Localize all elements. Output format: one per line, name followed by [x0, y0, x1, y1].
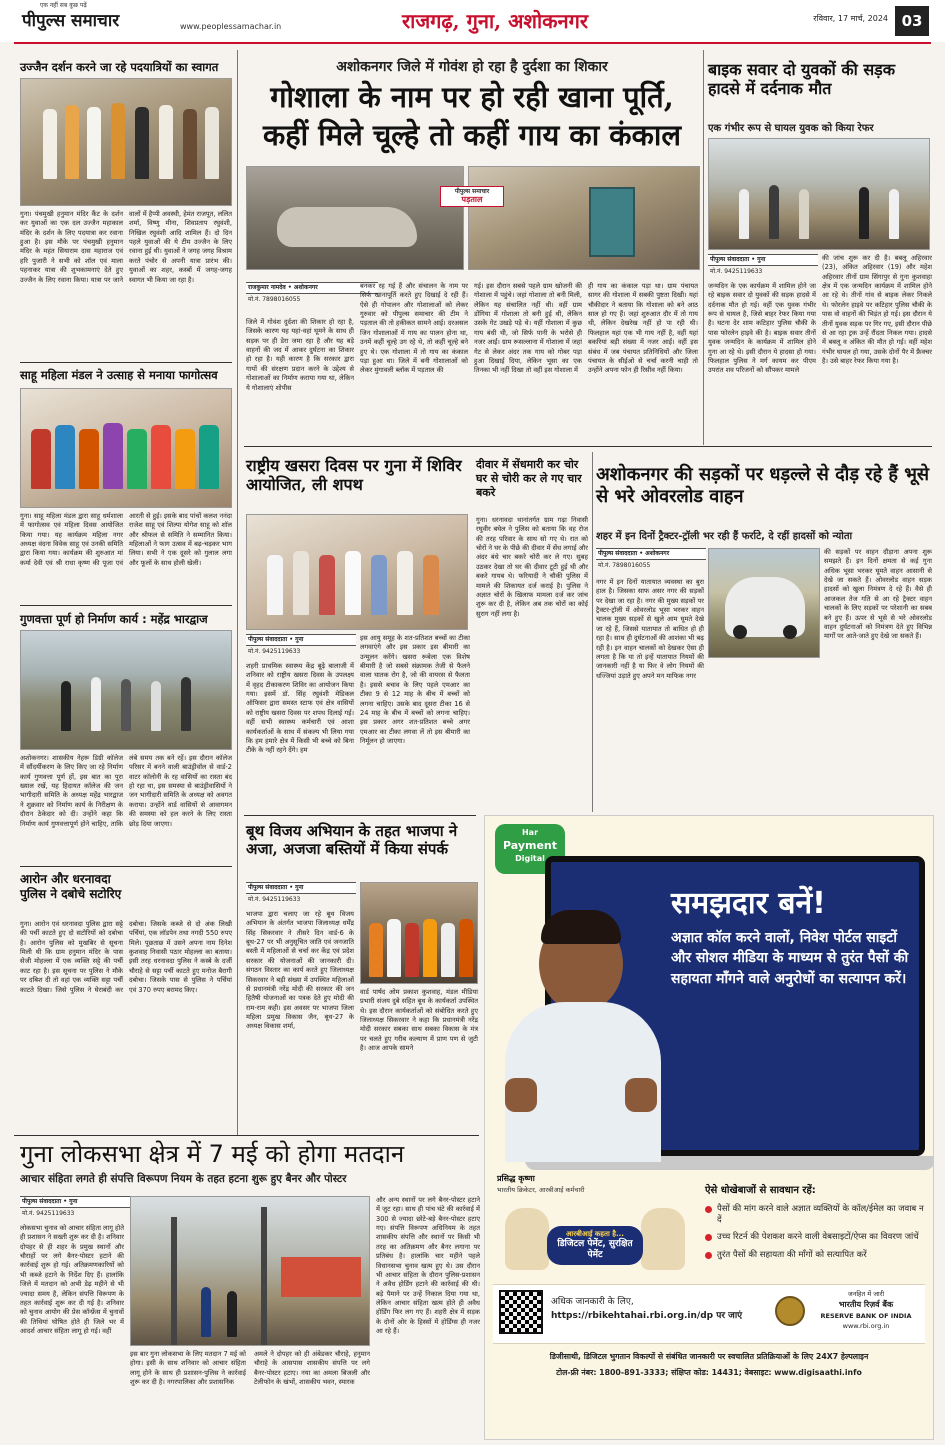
booth-col-2: वार्ड पार्षद ओम प्रकाश कुशवाह, मंडल मीडिया प्रभारी संजय दुबे सहित बूथ के कार्यकर्ता उपस्थित थे। इस दौरान कार्यकर्ताओं को संबोधित करते हुए जिलाध्यक्ष सिकरवार ने कहा कि प्रधानमंत्री नरेंद्र मोदी सरकार सबका साथ सबका विकास के मंत्र पर चलते हुए गरीब कल्याण में प्राण पण से जुटी है। आज आपके सामने	[360, 988, 478, 1053]
digisaathi-line-1: डिजीसाथी, डिजिटल भुगतान विकल्पों से संबंधित जानकारी पर स्वचालित प्रतिक्रियाओं के लिए 24X7 हेल्पलाइन	[549, 1352, 869, 1361]
masthead-logo: पीपुल्स समाचार	[22, 11, 120, 31]
gaushala-kicker: अशोकनगर जिले में गोवंश हो रहा है दुर्दशा का शिकार	[336, 59, 608, 75]
masthead-tagline: एक नहीं सब कुछ पढ़ें	[40, 2, 87, 9]
election-deck: आचार संहिता लगते ही संपत्ति विरूपण नियम के तहत हटना शुरू हुए बैनर और पोस्टर	[20, 1173, 347, 1185]
overload-col-3	[708, 662, 932, 680]
rbi-tagline	[547, 1226, 643, 1265]
satta-heading: आरोन और धरनावदा पुलिस ने दबोचे सटोरिए	[20, 872, 122, 901]
badge-line-1: Har	[521, 828, 539, 837]
ad-body: अज्ञात कॉल करने वालों, निवेश पोर्टल साइटों और सोशल मीडिया के माध्यम से तुरंत पैसों की सहायता माँगने वाले अनुरोधों का सत्यापन करें।	[671, 930, 909, 987]
qr-code[interactable]	[499, 1290, 543, 1334]
badge-line-2: Payment	[502, 838, 558, 852]
column-divider	[237, 50, 238, 1135]
accident-photo	[708, 138, 930, 250]
rbi-advertisement[interactable]	[484, 815, 934, 1440]
gaushala-headline-1: गोशाला के नाम पर हो रही खाना पूर्ति,	[270, 80, 674, 114]
booth-byline: पीपुल्स संवाददाता • गुना	[246, 882, 356, 894]
chori-headline: दीवार में सेंधमारी कर चोर घर से चोरी कर ले गए चार बकरे	[476, 458, 582, 499]
story-divider	[20, 605, 232, 606]
accident-deck: एक गंभीर रूप से घायल युवक को किया रेफर	[708, 123, 874, 134]
gaushala-photo-1	[246, 166, 464, 270]
booth-col-1: भाजपा द्वारा चलाए जा रहे बूथ विजय अभियान के अंतर्गत भाजपा जिलाध्यक्ष धर्मेंद्र सिंह सिकरवार ने तीसरे दिन वार्ड-6 के बूथ-27 पर भी अनुसूचित जाति एवं जनजाति बस्ती में महिलाओं से चर्चा कर केंद्र एवं प्रदेश सरकार की योजनाओं की जानकारी दी। संगठन विस्तार का कार्य करते हुए जिलाध्यक्ष सिकरवार ने बड़ी संख्या में उपस्थित महिलाओं से प्रधानमंत्री नरेंद्र मोदी की सरकार की जन हितैषी योजनाओं का पत्रक देते हुए मोदी की राम-राम कही। इस अवसर पर भाजपा जिला महिला प्रमुख विकास जैन, बूथ-27 के अध्यक्ष विकास शर्मा,	[246, 910, 354, 1031]
column-divider	[592, 452, 593, 812]
more-info-url[interactable]: https://rbikehtahai.rbi.org.in/dp पर जाएं	[551, 1311, 743, 1321]
nirman-heading: गुणवत्ता पूर्ण हो निर्माण कार्य : महेंद्र भारद्वाज	[20, 612, 208, 626]
section-region-title: राजगढ़, गुना, अशोकनगर	[401, 9, 589, 33]
khasra-col-1: शहरी प्राथमिक स्वास्थ्य केंद्र बूढ़े बालाजी में शनिवार को राष्ट्रीय खसरा दिवस के उपलक्ष्य में वृहद टीकाकरण शिविर का आयोजन किया गया। इसमें डॉ. सिंह रघुवंशी मेडिकल ऑफिसर द्वारा समस्त स्टाफ एवं क्षेत्र वासियों को राष्ट्रीय खसरा दिवस पर शपथ दिलाई गई। वहीं सभी स्वास्थ्य कर्मचारी एवं आशा कार्यकर्ताओं के साथ में संकल्प भी लिया गया कि हम हमारे क्षेत्र में किसी भी बच्चे को बिना टीके के नहीं रहने देंगे। हम	[246, 662, 354, 755]
booth-mobile: मो.नं. 9425119633	[248, 896, 301, 903]
ad-person-hair	[541, 910, 621, 944]
money-bag-right	[641, 1208, 685, 1270]
masthead-rule	[14, 42, 931, 44]
accident-col-1: जन्मदिन के एक कार्यक्रम में शामिल होने जा रहे बाइक सवार दो युवकों की सड़क हादसे में दर्दनाक मौत हो गई। वहीं एक युवक गंभीर रूप से घायल है, जिसे बाहर रेफर किया गया है। घटना देर शाम कटिहार पुलिस चौकी के पास फोरलेन हाइवे की है। बाइक सवार तीनों युवक जन्मदिन के कार्यक्रम में शामिल होने गुना आ रहे थे। इसी दौरान ये हादसा हो गया। फिलहाल पुलिस ने मर्ग कायम कर पीएम उपरांत शव परिजनों को सौंपकर मामले	[708, 282, 816, 375]
page-number: 03	[895, 6, 929, 36]
overload-photo	[708, 548, 820, 658]
ujjain-photo	[20, 78, 232, 206]
tip-item: उच्च रिटर्न की पेशकश करने वाली वेबसाइटों/ऐप्स का विवरण जांचें	[705, 1232, 925, 1243]
accident-headline: बाइक सवार दो युवकों की सड़क हादसे में दर्दनाक मौत	[708, 60, 896, 99]
election-col-2: इस बार गुना लोकसभा के लिए मतदान 7 मई को होगा। इसी के साथ शनिवार को आचार संहिता लागू होने के साथ ही प्रशासन-पुलिस ने कार्रवाई शुरू कर दी है। नगरपालिका और प्रशासनिक	[130, 1350, 246, 1387]
investigation-stamp	[440, 186, 504, 207]
chori-body: गुना। धरनावदा थानांतर्गत ग्राम गढ़ा निवासी रघुवीर बघेल ने पुलिस को बताया कि वह रोज की तरह परिवार के साथ सो गए थे। रात को चोरों ने घर के पीछे की दीवार में सेंध लगाई और अंदर बंधे चार बकरे चोरी कर ले गए। सुबह उठकर देखा तो घर की दीवार टूटी हुई थी और बकरे गायब थे। फरियादी ने चौकी पुलिस में मामले की शिकायत दर्ज कराई है। पुलिस ने अज्ञात चोरों के खिलाफ मामला दर्ज कर जांच शुरू कर दी है, लेकिन अब तक चोरों का कोई सुराग नहीं लगा है।	[476, 516, 588, 618]
ad-title: समझदार बनें!	[671, 886, 826, 921]
gaushala-col-1: जिले में गोवंश दुर्दशा की शिकार हो रहा है, जिसके कारण यह यहां-वहां घूमने के साथ ही सड़क पर ही डेरा जमा रहा है और यह बड़े वाहनों की जद में आकर दुर्घटना का शिकार हो रहा है। यही कारण है कि सरकार द्वारा गायों की संरक्षण प्रदान करने के उद्देश्य से गोशालाओं का निर्माण कराया गया था, लेकिन ये गोशालाएं शोपीस	[246, 318, 354, 392]
overload-col-1: नगर में इन दिनों यातायात व्यवस्था का बुरा हाल है। जिसका साफ असर नगर की सड़कों पर देखा जा रहा है। नगर की मुख्य सड़कों पर ट्रैक्टर-ट्रॉली में ओवरलोड भूसा भरकर वाहन चालक मुख्य सड़कों से खुले आम घूमते देखे जा रहे हैं, जिससे यातायात तो बाधित हो ही रहा है। साथ ही दुर्घटनाओं की आशंका भी बढ़ रही है। इन वाहन चालकों को देखकर ऐसा ही लगता है कि या तो इन्हें यातायात नियमों की जानकारी नहीं है या फिर वे लोग नियमों की धज्जियां उड़ाते हुए अपने मन माफिक नगर	[596, 578, 704, 680]
issue-date: रविवार, 17 मार्च, 2024	[813, 14, 888, 23]
mahila-heading: साहू महिला मंडल ने उत्साह से मनाया फागोत्सव	[20, 368, 218, 382]
ad-person-role: भारतीय क्रिकेटर, आरबीआई कर्मचारी	[497, 1186, 585, 1194]
gaushala-headline-2: कहीं मिले चूल्हे तो कहीं गाय का कंकाल	[262, 118, 682, 152]
election-col-3: अमले ने दोपहर को ही अंबेडकर चौराहे, हनुमान चौराहे के आसपास शासकीय संपत्ति पर लगे बैनर-पोस्टर हटाए। नया का अमला बिजली और टेलीफोन के खंभों, शासकीय भवन, स्मारक	[254, 1350, 370, 1387]
satta-body: गुना। आरोन एवं धरनावदा पुलिस द्वारा सट्टे की पर्ची काटते हुए दो सटोरियों को दबोचा है। आरोन पुलिस को मुखबिर से सूचना मिली थी कि ग्राम हनुमान मंदिर के पास सेजी मोहल्ला में एक व्यक्ति सट्टे की पर्ची काट रहा है। इस सूचना पर पुलिस ने मौके पर दबिश दी तो वहां एक व्यक्ति सट्टा पर्ची काटते दिखा। जिसे पुलिस ने घेराबंदी कर दबोचा। जिसके कब्जे से दो अंक लिखी पर्चियां, एक लॉडपेन तथा नगदी 550 रुपए मिले। पूछताछ में उसने अपना नाम दिनेश कुशवाह निवासी पठार मोहल्ला का बताया। इसी तरह धरनावदा पुलिस ने कस्बे के दर्जी चौराहे से सट्टा पर्ची काटते हुए मनोज बैरागी दबोचा। जिसके पास से पुलिस ने पर्चियां एवं 370 रुपए बरामद किए।	[20, 920, 232, 994]
story-divider	[20, 866, 232, 867]
tagline-line-2: डिजिटल पेमेंट, सुरक्षित पेमेंट	[557, 1238, 633, 1260]
money-bag-left	[505, 1208, 549, 1270]
booth-headline: बूथ विजय अभियान के तहत भाजपा ने अजा, अजजा बस्तियों में किया संपर्क	[246, 822, 458, 858]
election-col-1: लोकसभा चुनाव को आचार संहिता लागू होते ही प्रशासन ने सख्ती शुरू कर दी है। शनिवार दोपहर से ही शहर के प्रमुख स्थानों और चौराहों पर लगे बैनर-पोस्टर हटाने की कार्रवाई शुरू हो गई। अतिक्रमणकारियों को भी कब्जे हटाने के निर्देश दिए हैं। हालांकि जिले में मतदान को अभी डेढ़ महीने से भी ज्यादा समय है, लेकिन संपत्ति विरूपण के तहत कार्रवाई शुरू कर दी गई है। शनिवार को चुनाव आयोग की प्रेस कॉन्फ्रेंस में चुनावों की तिथियां घोषित होते ही जिले भर में आदर्श आचार संहिता लागू हो गई। वहीं	[20, 1224, 124, 1335]
badge-line-3: Digital	[515, 853, 545, 863]
overload-byline: पीपुल्स संवाददाता • अशोकनगर	[596, 548, 706, 560]
mahila-photo	[20, 388, 232, 508]
rbi-logo	[775, 1296, 805, 1326]
khasra-headline: राष्ट्रीय खसरा दिवस पर गुना में शिविर आयोजित, ली शपथ	[246, 456, 462, 495]
booth-photo	[360, 882, 478, 984]
overload-headline: अशोकनगर की सड़कों पर धड़ल्ले से दौड़ रहे हैं भूसे से भरे ओवरलोड वाहन	[596, 464, 930, 507]
rbi-name-english: RESERVE BANK OF INDIA	[820, 1312, 912, 1320]
ujjain-body: गुना। पंचमुखी हनुमान मंदिर कैंट के दर्शन कर युवाओं का एक दल उज्जैन महाकाल मंदिर के दर्शन के लिए पदयात्रा कर रवाना हुआ है। इस मौके पर पंचमुखी हनुमान मंदिर के महंत सियाराम दास महाराज एवं हरि पुजारी ने सभी को शॉल एवं माला पहनाकर यात्रा की शुभकामनाएं देते हुए उज्जैन के लिए रवाना किया। यात्रा पर जाने वालों में हैप्पी अवस्थी, हेमंत राजपूत, ललित शर्मा, विष्णु मीना, शिवप्रताप रघुवंशी, निखिल रघुवंशी आदि शामिल हैं। दो दिन पहले युवाओं की ये टीम उज्जैन के लिए रवाना हुई थी। युवाओं ने जगह जगह विश्राम करते पंचोर से अपनी यात्रा प्रारंभ की। युवाओं का शहर, कस्बों में जगह-जगह स्वागत भी किया जा रहा है।	[20, 210, 232, 284]
story-divider	[20, 362, 232, 363]
overload-col-2: की सड़कों पर वाहन दौड़ाना अपना शुरू समझते हैं। इन दिनों क्षमता से कई गुना अधिक भूसा भरकर घूमते वाहन आसानी से देखे जा सकते हैं। ओवरलोड वाहन सड़क हादसों को खुला निमंत्रण दे रहे हैं। वैसे ही आजकल तेज गति से आ रहे ट्रैक्टर वाहन चालकों के लिए सड़कों पर परेशानी का सबब बने हुए हैं। ऊपर से भूसे से भरे ओवरलोड वाहन दुर्घटनाओं को निमंत्रण देते हुए विभिन्न मार्गों पर आते-जाते हुए देखे जा सकते हैं।	[824, 548, 932, 641]
khasra-mobile: मो.नं. 9425119633	[248, 648, 301, 655]
election-photo	[130, 1196, 370, 1346]
digisaathi-line-2: टोल-फ्री नंबर: 1800-891-3333; संक्षिप्त कोड: 14431; वेबसाइट: www.digisaathi.info	[556, 1368, 862, 1377]
gaushala-col-4: ही गाय का कंकाल पड़ा था। ग्राम पंचायत सागर की गोशाला में सबकी पुष्टता दिखी। यहां चौकीदार ने बताया कि गोशाला को बने आठ साल हो गए हैं। जहां शुरुआत दौर में तो गाय थी, लेकिन देखरेख नहीं हो पा रही थी। फिलहाल यहां एक भी गाय नहीं है, वहीं यहां बकरियां बड़ी संख्या में नजर आईं। वहीं इस संबंध में जब पंचायत प्रतिनिधियों और जिला पंचायत के सीईओ से चर्चा करनी चाही तो उन्होंने अपना फोन ही रिसीव नहीं किया।	[588, 282, 698, 375]
stamp-brand: पीपुल्स समाचार	[454, 188, 490, 195]
nirman-body: अशोकनगर। शासकीय नेहरू डिग्री कॉलेज में सौंदर्यीकरण के लिए किए जा रहे निर्माण कार्य गुणवत्ता पूर्ण हों, इस बात का पूरा ख्याल रखें, यह हिदायत कॉलेज की जन भागीदारी समिति के अध्यक्ष महेंद्र भारद्वाज ने शुक्रवार को निर्माण कार्य के निरीक्षण के दौरान ठेकेदार को दी। उन्होंने कहा कि निर्माण कार्य गुणवत्तापूर्ण होने चाहिए, ताकि लंबे समय तक बने रहें। इस दौरान कॉलेज परिसर में बनने वाली बाउंड्रीवॉल से वार्ड-2 वाटर कॉलोनी के रह वासियों का रास्ता बंद हो रहा था, इस समस्या से बाउंड्रीवासियों ने जन भागीदारी समिति के अध्यक्ष को अवगत कराया। उन्होंने वार्ड वासियों से आवागमन की समस्या को हल करने के लिए रास्ता छोड़ दिया जाएगा।	[20, 754, 232, 828]
story-divider	[244, 815, 476, 816]
overload-mobile: मो.नं. 7898016055	[598, 562, 651, 569]
masthead-url[interactable]: www.peoplessamachar.in	[180, 22, 282, 31]
khasra-byline: पीपुल्स संवाददाता • गुना	[246, 634, 356, 646]
gaushala-col-3: गई। इस दौरान सबसे पहले ग्राम खोजनी की गोशाला में पहुंचे। जहां गोशाला तो बनी मिली, लेकिन यह संचालित नहीं थी। वहीं ग्राम डोंगिया में गोशाला तो बनी हुई थी, लेकिन उसके गेट उखड़े पड़े थे। यहीं गोशाला में कुछ गाय बंधी थी, जो सिर्फ पानी के भरोसे ही नजर आईं। ग्राम रूसल्लाना में गोशाला में जहां गेट से लेकर अंदर तक गाय को गोबर पड़ा हुआ दिखाई दिया, लेकिन भूसा का एक तिनका भी नहीं दिखा तो वहीं इस गोशाला में	[474, 282, 582, 375]
ad-person-name: प्रसिद्ध कृष्णा	[497, 1174, 535, 1183]
story-divider	[14, 1135, 479, 1136]
election-headline: गुना लोकसभा क्षेत्र में 7 मई को होगा मतदान	[20, 1140, 405, 1168]
accident-mobile: मो.नं. 9425119633	[710, 268, 763, 275]
election-col-4: और अन्य स्थानों पर लगे बैनर-पोस्टर हटाने में जुट रहा। साथ ही पांच घंटे की कार्रवाई में 300 से ज्यादा छोटे-बड़े बैनर-पोस्टर हटाए गए। संपत्ति विरूपण अधिनियम के तहत शासकीय संपत्ति और स्थानों पर किसी भी तरह का अतिक्रमण और बैनर लगाना पर प्रतिबंध है। हालांकि चार महीने पहले विधानसभा चुनाव खत्म हुए थे। उस दौरान भी आचार संहिता के दौरान पुलिस-प्रशासन ने अवैध होर्डिंग हटाने की कार्रवाई की थी। बड़े पैमाने पर उन्हें निकाल दिया गया था, लेकिन आचार संहिता खत्म होते ही अवैध होर्डिंग फिर लग गए हैं। शहरी क्षेत्र में सड़क के दोनों ओर के हिस्सों में होर्डिंग्स ही नजर आ रहे हैं।	[376, 1196, 480, 1336]
accident-byline: पीपुल्स संवाददाता • गुना	[708, 254, 818, 266]
tip-item: पैसों की मांग करने वाले अज्ञात व्यक्तियों के कॉल/ईमेल का जवाब न दें	[705, 1204, 925, 1227]
story-divider	[244, 446, 932, 447]
ujjain-heading: उज्जैन दर्शन करने जा रहे पदयात्रियों का स्वागत	[20, 60, 219, 74]
ad-person-hand-left	[505, 1078, 537, 1112]
masthead	[0, 0, 945, 42]
ad-tips	[705, 1184, 925, 1261]
overload-deck: शहर में इन दिनों ट्रैक्टर-ट्रॉली भर रही हैं फर्राटे, दे रहीं हादसों को न्योता	[596, 531, 853, 542]
mahila-body: गुना। साहू महिला मंडल द्वारा साहू धर्मशाला में फागोत्सव एवं महिला दिवस आयोजित किया गया। यह कार्यक्रम महिला नगर अध्यक्ष वंदना विवेक साहू एवं उनकी समिति द्वारा किया गया। कार्यक्रम की शुरुआत मां कर्मा देवी एवं श्री राधा कृष्ण की पूजा एवं आरती से हुई। इसके बाद पांचों कलश ननंदा राजेश साहू एवं शिल्पा योगेश साहू को शॉल और श्रीफल से समिति ने सम्मानित किया। महिलाओं ने फाग उत्सव में बढ़-चढ़कर भाग लिया। सभी ने एक दूसरे को गुलाल लगा और फूलों के साथ होली खेली।	[20, 512, 232, 567]
khasra-col-2: इस आयु समूह के शत-प्रतिशत बच्चों का टीका लगवाएंगे और इस प्रकार इस बीमारी का उन्मूलन करेंगे। खसरा रूबेला एक विशेष बीमारी है जो सबसे संक्रामक तेजी से फैलने वाला घातक रोग है, जो की वायरस से फैलता है। इससे बचाव के लिए पहले एमआर का टीका 9 से 12 माह के बीच में बच्चों को लगना चाहिए। उसके बाद दूसरा टीका 16 से 24 माह के बीच में बच्चों को लगना चाहिए। इस प्रकार अगर शत-प्रतिशत बच्चे अगर एमआर का टीका लगवा लें तो इस बीमारी का निर्मूलन हो जाएगा।	[360, 634, 470, 745]
election-byline: पीपुल्स संवाददाता • गुना	[20, 1196, 130, 1208]
column-divider	[703, 50, 704, 445]
election-mobile: मो.नं. 9425119633	[22, 1210, 75, 1217]
nirman-photo	[20, 630, 232, 750]
stamp-label: पड़ताल	[461, 195, 483, 205]
gaushala-byline: राजकुमार नामदेव • अशोकनगर	[246, 282, 378, 294]
ad-person-hand-right	[625, 1078, 657, 1112]
rbi-url[interactable]: www.rbi.org.in	[842, 1322, 890, 1330]
khasra-photo	[246, 514, 468, 630]
gaushala-col-2: बनकर रह गई हैं और संचालन के नाम पर सिर्फ खानापूर्ति करते हुए दिखाई दे रही हैं। ऐसे ही गोपालन और गोशालाओं को लेकर गुरुवार को पीपुल्स समाचार की टीम ने पड़ताल की तो हकीकत सामने आई। दरअसल जिन गोशालाओं में गाय का पालन होना था, उनमें कहीं चूल्हे उग रहे थे, तो कहीं चूल्हे बने हुए थे। एक गोशाला में तो गाय का कंकाल पड़ा हुआ था। जिले में बनी गोशालाओं को लेकर मुंगावली ब्लॉक में पड़ताल की	[360, 282, 468, 375]
tips-heading: ऐसे धोखेबाजों से सावधान रहें:	[705, 1185, 816, 1196]
rbi-name-hindi: भारतीय रिज़र्व बैंक	[838, 1300, 894, 1309]
tagline-line-1: आरबीआई कहता है...	[566, 1230, 624, 1238]
rbi-issued-by: जनहित में जारी	[847, 1290, 885, 1298]
gaushala-mobile: मो.नं. 7898016055	[248, 296, 301, 303]
more-info-label: अधिक जानकारी के लिए,	[551, 1297, 634, 1307]
gaushala-photo-2	[468, 166, 700, 270]
tip-item: तुरंत पैसों की सहायता की माँगों को सत्यापित करें	[705, 1250, 925, 1261]
accident-col-2: की जांच शुरू कर दी है। बबलू अहिरवार (23), अंकित अहिरवार (19) और महेश अहिरवार तीनों ग्राम सिंगापुर से गुना कुशवाहा क्षेत्र में एक जन्मदिन कार्यक्रम में शामिल होने आ रहे थे। तीनों गांव से बाइक लेकर निकले थे। फोरलेन हाइवे पर कटिहार पुलिस चौकी के पास वो वाहनों की भिड़ंत हो गई। इस दौरान ये तीनों युवक सड़क पर गिर गए, इसी दौरान पीछे से आ रहा ट्रक उन्हें रौंदता निकल गया। हादसे में बबलू व अंकित की मौत हो गई। वहीं महेश गंभीर घायल हो गया, उसके दोनों पैर में फ्रैक्चर है। उसे बाहर रेफर किया गया है।	[822, 254, 932, 365]
